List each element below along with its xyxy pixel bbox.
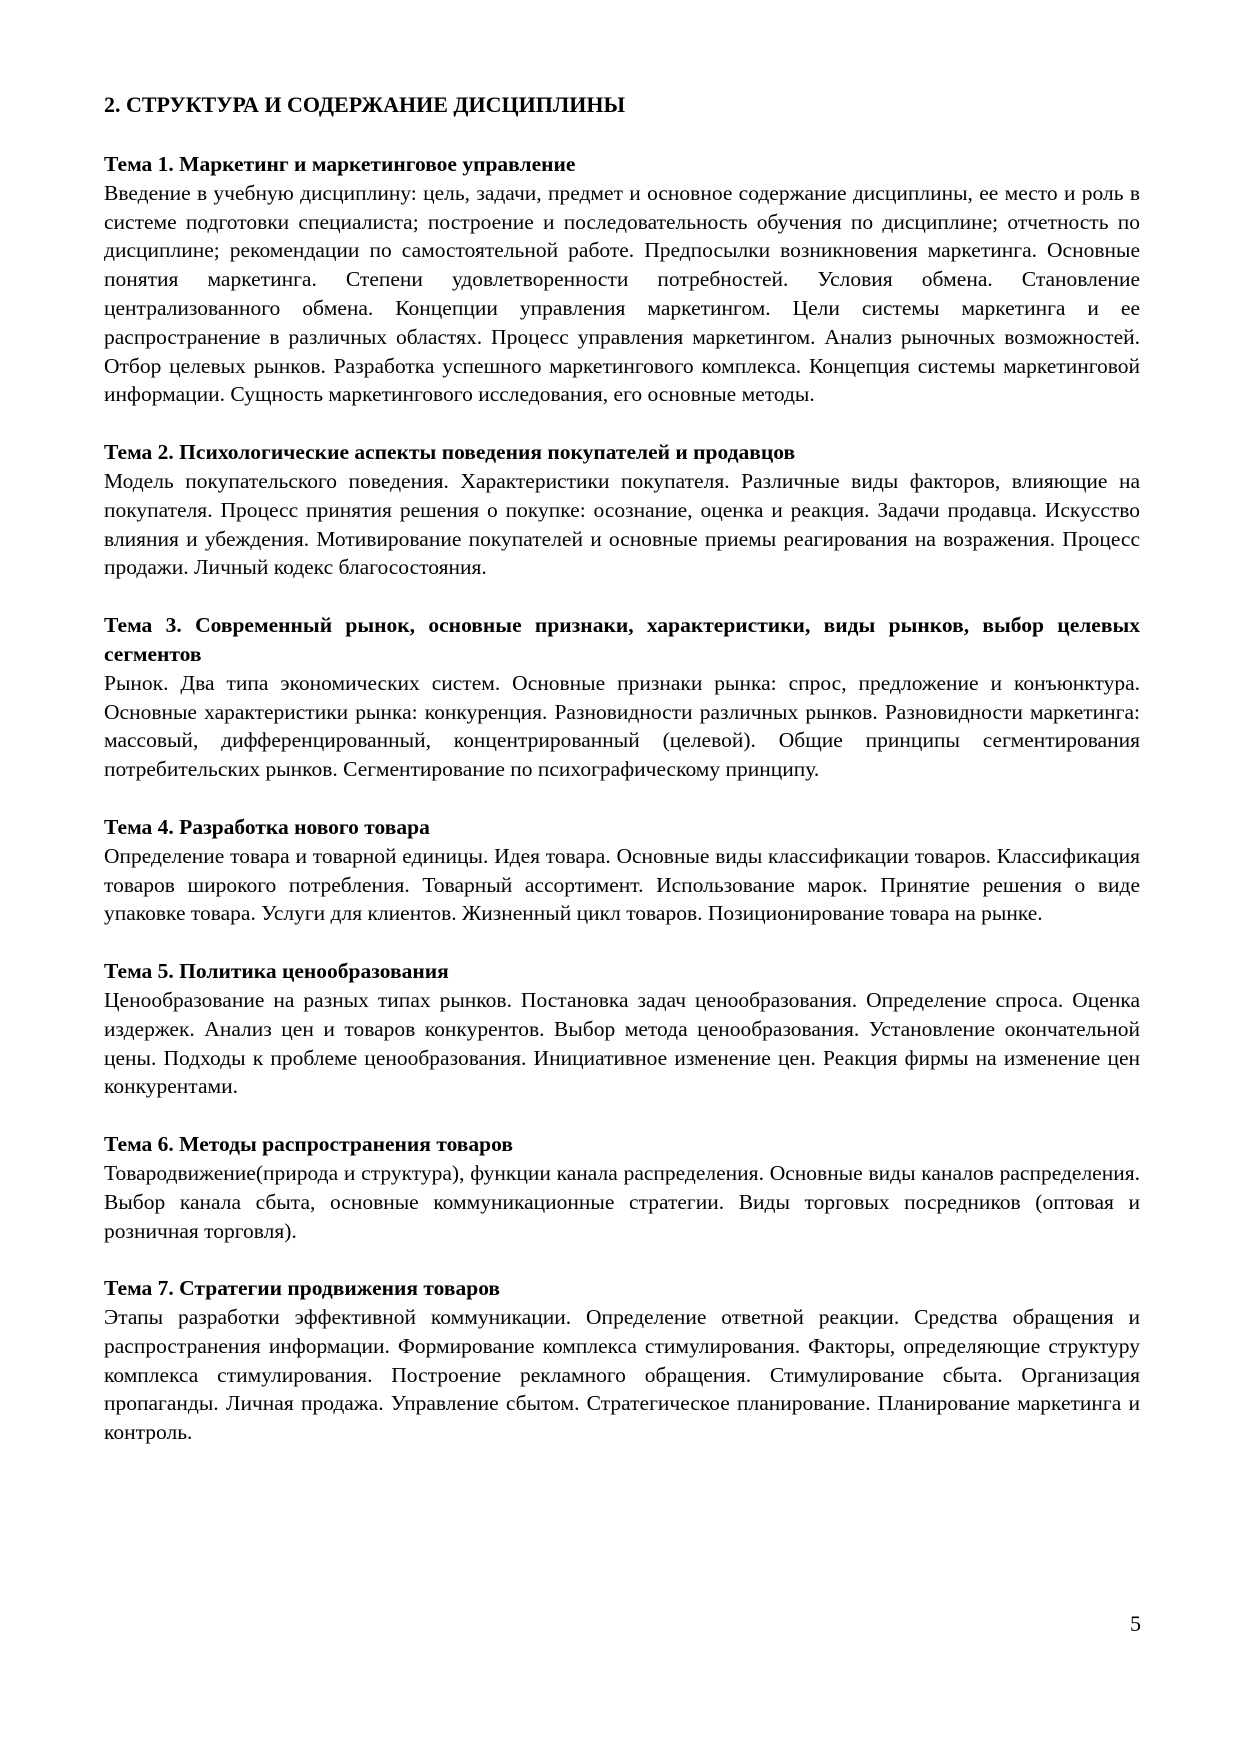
topic-6 bbox=[104, 1130, 1140, 1245]
topic-3 bbox=[104, 611, 1140, 784]
topic-body: Товародвижение(природа и структура), функции канала распределения. Основные виды каналов распределения. Выбор канала сбыта, основные коммуникационные стратегии. Виды торговых посредников (оптовая и розничная торговля). bbox=[104, 1160, 1140, 1243]
page-number: 5 bbox=[1130, 1611, 1141, 1636]
topic-title: Тема 7. Стратегии продвижения товаров bbox=[104, 1276, 501, 1301]
topic-title: Тема 1. Маркетинг и маркетинговое управление bbox=[104, 152, 576, 176]
topic-title: Тема 2. Психологические аспекты поведения покупателей и продавцов bbox=[104, 440, 796, 465]
topic-title: Тема 4. Разработка нового товара bbox=[104, 814, 430, 839]
topic-title: Тема 6. Методы распространения товаров bbox=[104, 1132, 513, 1157]
topic-5 bbox=[104, 957, 1140, 1101]
topic-2 bbox=[104, 438, 1140, 582]
topic-body: Введение в учебную дисциплину: цель, задачи, предмет и основное содержание дисциплины, ее место и роль в системе подготовки специалиста; построение и последовательность обучения по дисциплине; отчетность по дисциплине; рекомендации по самостоятельной работе. Предпосылки возникновения маркетинга. Основные понятия маркетинга. Степени удовлетворенности потребностей. Условия обмена. Становление централизованного обмена. Концепции управления маркетингом. Цели системы маркетинга и ее распространение в различных областях. Процесс управления маркетингом. Анализ рыночных возможностей. Отбор целевых рынков. Разработка успешного маркетингового комплекса. Концепция системы маркетинговой информации. Сущность маркетингового исследования, его основные методы. bbox=[104, 180, 1140, 407]
topic-title: Тема 3. Современный рынок, основные признаки, характеристики, виды рынков, выбор целевых сегментов bbox=[104, 613, 1140, 666]
topic-body: Модель покупательского поведения. Характеристики покупателя. Различные виды факторов, влияющие на покупателя. Процесс принятия решения о покупке: осознание, оценка и реакция. Задачи продавца. Искусство влияния и убеждения. Мотивирование покупателей и основные приемы реагирования на возражения. Процесс продажи. Личный кодекс благосостояния. bbox=[104, 468, 1140, 580]
topic-body: Определение товара и товарной единицы. Идея товара. Основные виды классификации товаров. Классификация товаров широкого потребления. Товарный ассортимент. Использование марок. Принятие решения о виде упаковке товара. Услуги для клиентов. Жизненный цикл товаров. Позиционирование товара на рынке. bbox=[104, 843, 1140, 926]
topic-body: Этапы разработки эффективной коммуникации. Определение ответной реакции. Средства обращения и распространения информации. Формирование комплекса стимулирования. Факторы, определяющие структуру комплекса стимулирования. Построение рекламного обращения. Стимулирование сбыта. Организация пропаганды. Личная продажа. Управление сбытом. Стратегическое планирование. Планирование маркетинга и контроль. bbox=[104, 1305, 1140, 1445]
topic-body: Ценообразование на разных типах рынков. Постановка задач ценообразования. Определение спроса. Оценка издержек. Анализ цен и товаров конкурентов. Выбор метода ценообразования. Установление окончательной цены. Подходы к проблеме ценообразования. Инициативное изменение цен. Реакция фирмы на изменение цен конкурентами. bbox=[104, 987, 1140, 1099]
topic-title: Тема 5. Политика ценообразования bbox=[104, 959, 449, 984]
topic-4 bbox=[104, 813, 1140, 928]
section-title: 2. СТРУКТУРА И СОДЕРЖАНИЕ ДИСЦИПЛИНЫ bbox=[104, 92, 626, 117]
topic-7 bbox=[104, 1274, 1140, 1447]
topic-1 bbox=[104, 150, 1140, 409]
topic-body: Рынок. Два типа экономических систем. Основные признаки рынка: спрос, предложение и конъюнктура. Основные характеристики рынка: конкуренция. Разновидности различных рынков. Разновидности маркетинга: массовый, дифференцированный, концентрированный (целевой). Общие принципы сегментирования потребительских рынков. Сегментирование по психографическому принципу. bbox=[104, 670, 1140, 782]
page-content bbox=[104, 90, 1140, 1476]
